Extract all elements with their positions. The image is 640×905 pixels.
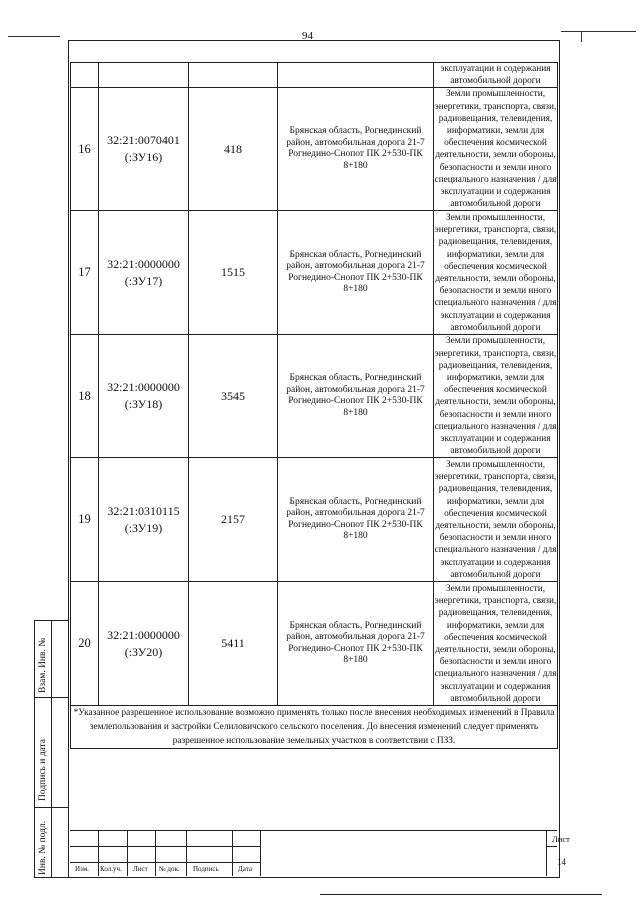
address-cell: Брянская область, Рогнединский район, автомобильная дорога 21-7 Рогнедино-Снопот ПК 2+530-ПК 8+180 [278,335,434,458]
address-cell: Брянская область, Рогнединский район, автомобильная дорога 21-7 Рогнедино-Снопот ПК 2+530-ПК 8+180 [278,458,434,582]
col-signature-label: Подпись [193,865,219,873]
category-cell: эксплуатации и содержания автомобильной дороги [434,63,558,88]
plot-label: (:ЗУ19) [124,520,163,535]
bottom-rule [320,894,602,895]
col-kol-label: Кол.уч. [100,865,122,873]
cadastral-number-cell [99,88,189,211]
table-row-continued [71,63,558,88]
plot-label: (:ЗУ16) [124,150,163,165]
replacement-inventory-label: Взам. Инв. № [38,637,48,693]
col-doc-label: № док. [159,865,180,873]
category-cell: Земли промышленности, энергетики, транспорта, связи, радиовещания, телевидения, информатики, земли для обеспечения космической деятельности, земли обороны, безопасности и земли иного специального назначения / для эксплуатации и содержания автомобильной дороги [434,582,558,706]
category-cell: Земли промышленности, энергетики, транспорта, связи, радиовещания, телевидения, информатики, земли для обеспечения космической деятельности, земли обороны, безопасности и земли иного специального назначения / для эксплуатации и содержания автомобильной дороги [434,458,558,582]
sheet-label: Лист [552,834,570,844]
footnote-row [71,706,558,749]
row-number: 19 [71,458,99,582]
original-inventory-label: Инв. № подл. [38,820,48,875]
plot-label: (:ЗУ18) [124,397,163,412]
category-cell: Земли промышленности, энергетики, транспорта, связи, радиовещания, телевидения, информатики, земли для обеспечения космической деятельности, земли обороны, безопасности и земли иного специального назначения / для эксплуатации и содержания автомобильной дороги [434,89,557,210]
area-cell: 2157 [189,458,278,582]
cadastral-number-cell [99,458,189,582]
area-cell: 418 [189,88,278,211]
category-cell: Земли промышленности, энергетики, транспорта, связи, радиовещания, телевидения, информатики, земли для обеспечения космической деятельности, земли обороны, безопасности и земли иного специального назначения / для эксплуатации и содержания автомобильной дороги [434,211,558,335]
signature-date-label: Подпись и дата [38,738,48,801]
address-cell: Брянская область, Рогнединский район, автомобильная дорога 21-7 Рогнедино-Снопот ПК 2+530-ПК 8+180 [278,88,434,211]
address-cell: Брянская область, Рогнединский район, автомобильная дорога 21-7 Рогнедино-Снопот ПК 2+530-ПК 8+180 [278,211,434,335]
col-list-label: Лист [133,865,148,873]
top-page-number: 94 [302,30,313,42]
cadastral-number: 32:21:0310115 [107,503,180,518]
row-number: 16 [71,88,99,211]
cadastral-number-cell [99,211,189,335]
sheet-number: 14 [557,857,566,867]
cadastral-number-cell [99,335,189,458]
side-stamp [34,620,68,878]
category-cell: Земли промышленности, энергетики, транспорта, связи, радиовещания, телевидения, информатики, земли для обеспечения космической деятельности, земли обороны, безопасности и земли иного специального назначения / для эксплуатации и содержания автомобильной дороги [434,336,557,457]
title-block [70,830,557,876]
plot-label: (:ЗУ20) [124,644,163,659]
row-number: 17 [71,211,99,335]
col-date-label: Дата [238,865,252,873]
cadastral-number: 32:21:0000000 [107,256,180,271]
plot-label: (:ЗУ17) [124,273,163,288]
area-cell: 1515 [189,211,278,335]
table-row [71,335,558,458]
cadastral-number-cell [99,582,189,706]
table-row [71,88,558,211]
footnote: *Указанное разрешенное использование возможно применять только после внесения необходимых изменений в Правила землепользования и застройки Селиловичского сельского поселения. До внесения изменений следует применять разрешенное использование земельных участков в соответствии с ПЗЗ. [71,706,558,749]
row-number: 20 [71,582,99,706]
area-cell: 3545 [189,335,278,458]
cadastral-number: 32:21:0070401 [107,133,180,148]
table-row [71,458,558,582]
top-right-rule [581,31,636,32]
cadastral-number: 32:21:0000000 [107,380,180,395]
top-right-corner-mark [561,31,582,42]
address-cell: Брянская область, Рогнединский район, автомобильная дорога 21-7 Рогнедино-Снопот ПК 2+530-ПК 8+180 [278,582,434,706]
land-plots-table [70,62,558,749]
top-left-rule [8,36,60,37]
col-izm-label: Изм. [75,865,89,873]
table-row [71,582,558,706]
table-row [71,211,558,335]
cadastral-number: 32:21:0000000 [107,627,180,642]
area-cell: 5411 [189,582,278,706]
row-number: 18 [71,335,99,458]
